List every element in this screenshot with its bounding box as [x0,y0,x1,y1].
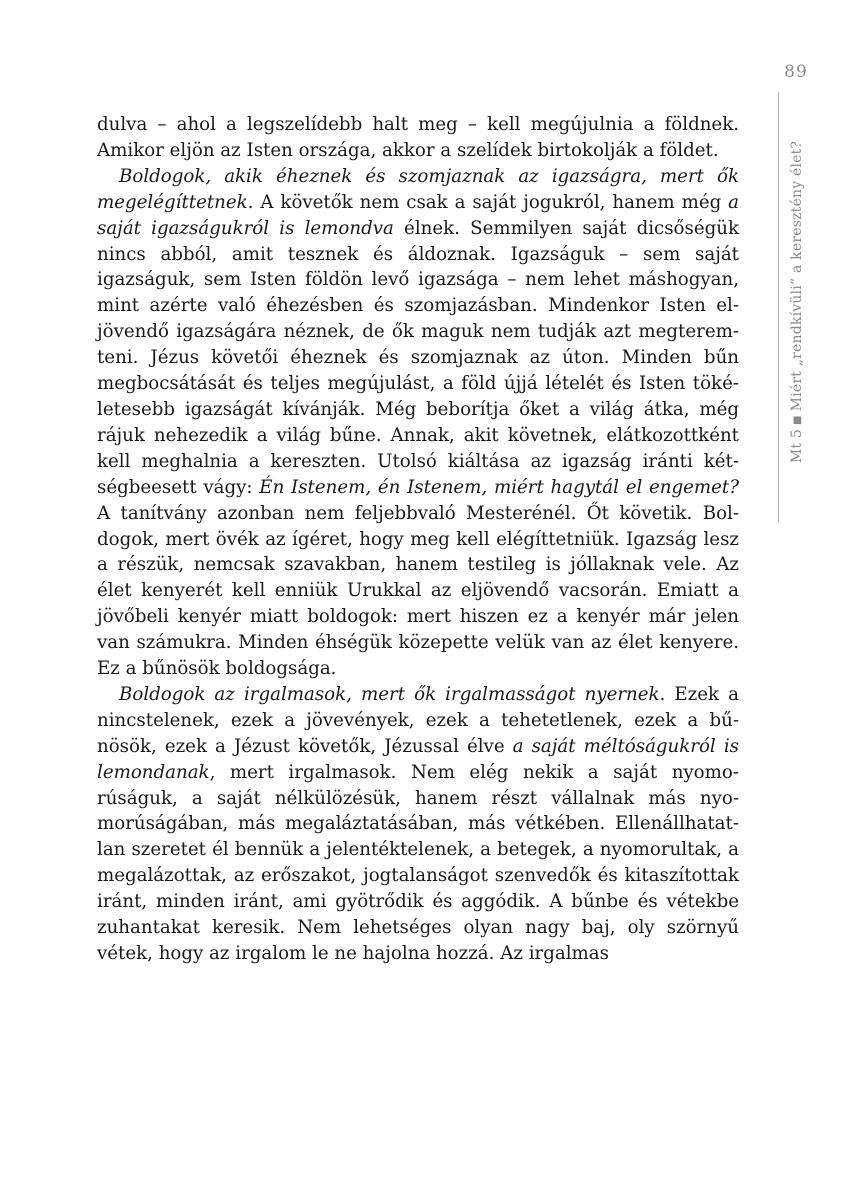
text-run: . A követők nem csak a saját jogukról, hanem még [247,191,729,213]
text-run: A tanítvány azonban nem feljebbvaló Mesterénél. Őt követik. Boldogok, mert övék az ígéret, hogy meg kell elégíttetniük. Igazság lesz a részük, nemcsak szavakban, hanem testileg is jóllaknak vele. Az élet kenyerét kell enniük Urukkal az eljövendő vacsorán. Emiatt a jövőbeli kenyér miatt boldogok: mert hiszen ez a kenyér már jelen van számukra. Minden éhségük közepette velük van az élet kenyere. Ez a bűnösök boldogsága. [97,502,739,680]
text-run: dulva – ahol a legszelídebb halt meg – kell megújulnia a földnek. Amikor eljön az Isten országa, akkor a szelídek birtokolják a földet. [97,114,739,161]
page-number: 89 [784,62,808,82]
text-run: . Ezek a nincstelenek, ezek a jövevények, ezek a tehetetlenek, ezek a bűnösök, ezek a Jézust követők, Jézussal élve [97,683,739,757]
italic-text: a saját méltóságukról is lemondanak [97,735,739,783]
paragraph-continuation [97,112,739,164]
running-head [789,141,805,463]
italic-text: a saját igazságukról is lemondva [97,191,739,239]
text-run: , mert irgalmasok. Nem elég nekik a saját nyomorúságuk, a saját nélkülözésük, hanem részt vállalnak más nyomorúságában, más megaláztatásában, más vétkében. Ellenállhatatlan szeretet él bennük a jelentéktelenek, a betegek, a nyomorultak, a megalázottak, az erőszakot, jogtalanságot szenvedők és kitaszítottak iránt, minden iránt, ami gyötrődik és aggódik. A bűnbe és vétekbe zuhantakat keresik. Nem lehetséges olyan nagy baj, oly szörnyű vétek, hogy az irgalom le ne hajolna hozzá. Az irgalmas [97,761,739,964]
margin-rule [778,92,779,522]
italic-text: Boldogok az irgalmasok, mert ők irgalmasságot nyernek [119,683,660,705]
running-head-title: Miért „rendkívüli” a keresztény élet? [789,140,805,412]
running-head-bullet: ■ [792,415,803,426]
body-text [97,112,739,967]
running-head-chapter: Mt 5 [789,429,805,464]
italic-text: Boldogok, akik éheznek és szomjaznak az igazságra, mert ők megelégíttetnek [97,165,739,213]
text-run: élnek. Semmilyen saját dicsőségük nincs abból, amit tesznek és áldoznak. Igazságuk – sem saját igazságuk, sem Isten földön levő igazsága – nem lehet máshogyan, mint azérte való éhezésben és szomjazásban. Mindenkor Isten eljövendő igazságára néznek, de ők maguk nem tudják azt megteremteni. Jézus követői éheznek és szomjaznak az úton. Minden bűn megbocsátását és teljes megújulást, a föld újjá lételét és Isten tökéletesebb igazságát kívánják. Még beborítja őket a világ átka, még rájuk nehezedik a világ bűne. Annak, akit követnek, elátkozottként kell meghalnia a kereszten. Utolsó kiáltása az igazság iránti kétségbeesett vágy: [97,217,739,498]
paragraph-merciful [97,682,739,967]
italic-text: Én Istenem, én Istenem, miért hagytál el engemet? [259,476,739,498]
paragraph-hunger-for-righteousness [97,164,739,682]
